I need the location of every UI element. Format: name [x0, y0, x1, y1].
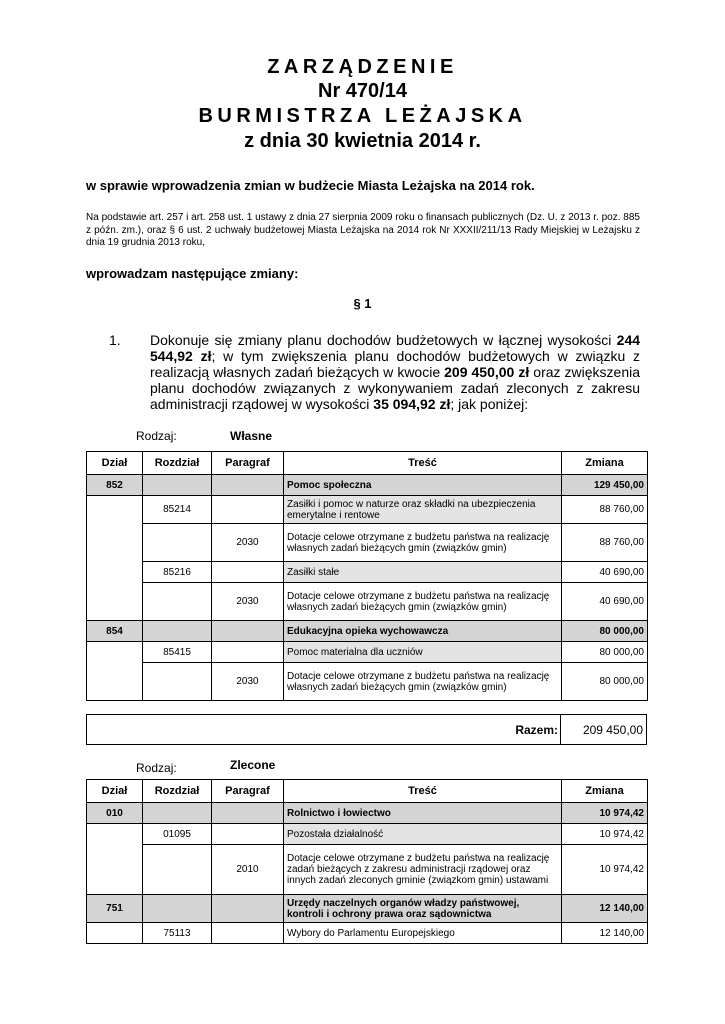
item-text-part: ; w tym zwiększenia planu dochodów budżetowych w związku z realizacją własnych zadań bieżących w kwocie [150, 348, 640, 380]
cell-paragraf: 2030 [212, 524, 284, 562]
cell-zmiana: 80 000,00 [562, 642, 648, 663]
cell-rozdzial [143, 663, 212, 701]
column-header-zmiana: Zmiana [562, 452, 648, 475]
cell-tresc: Dotacje celowe otrzymane z budżetu państwa na realizację własnych zadań bieżących gmin (związków gmin) [284, 583, 562, 621]
cell-tresc: Dotacje celowe otrzymane z budżetu państwa na realizację własnych zadań bieżących gmin (związków gmin) [284, 524, 562, 562]
column-header-paragraf: Paragraf [212, 780, 284, 803]
column-header-zmiana: Zmiana [562, 780, 648, 803]
legal-basis: Na podstawie art. 257 i art. 258 ust. 1 ustawy z dnia 27 sierpnia 2009 roku o finansach publicznych (Dz. U. z 2013 r. poz. 885 z późn. zm.), oraz § 6 ust. 2 uchwały budżetowej Miasta Leżajska na 2014 rok Nr XXXII/211/13 Rady Miejskiej w Leżajsku z dnia 19 grudnia 2013 roku, [86, 212, 640, 248]
cell-rozdzial: 85415 [143, 642, 212, 663]
column-header-dzial: Dział [87, 452, 143, 475]
column-header-rozdzial: Rozdział [143, 452, 212, 475]
cell-dzial [87, 496, 143, 621]
cell-paragraf: 2030 [212, 583, 284, 621]
total-box [86, 714, 647, 745]
cell-zmiana: 80 000,00 [562, 621, 648, 642]
cell-rozdzial [143, 845, 212, 895]
cell-zmiana: 88 760,00 [562, 496, 648, 524]
cell-zmiana: 12 140,00 [562, 895, 648, 923]
cell-rozdzial: 75113 [143, 923, 212, 944]
own-tasks-amount: 209 450,00 zł [444, 364, 530, 380]
cell-zmiana: 129 450,00 [562, 475, 648, 496]
document-title: ZARZĄDZENIE [267, 56, 458, 78]
table-row [87, 475, 648, 496]
document-subject: w sprawie wprowadzenia zmian w budżecie Miasta Leżajska na 2014 rok. [86, 178, 535, 193]
cell-dzial [87, 923, 143, 944]
cell-zmiana: 88 760,00 [562, 524, 648, 562]
cell-rozdzial [143, 475, 212, 496]
cell-tresc: Pomoc materialna dla uczniów [284, 642, 562, 663]
column-header-tresc: Treść [284, 452, 562, 475]
item-text [150, 332, 640, 412]
table-header-row [87, 452, 648, 475]
table-row [87, 562, 648, 583]
item-text-part: oraz zwiększenia planu dochodów związanych z wykonywaniem zadań zleconych z zakresu administracji rządowej w wysokości [150, 364, 641, 412]
type-value: Zlecone [230, 758, 276, 772]
cell-rozdzial [143, 621, 212, 642]
cell-dzial [87, 642, 143, 701]
table-row [87, 524, 648, 562]
document-number: Nr 470/14 [318, 80, 407, 102]
cell-dzial: 010 [87, 803, 143, 824]
cell-paragraf [212, 824, 284, 845]
cell-paragraf [212, 642, 284, 663]
cell-paragraf [212, 475, 284, 496]
cell-dzial: 751 [87, 895, 143, 923]
cell-rozdzial [143, 583, 212, 621]
item-text-part: ; jak poniżej: [450, 396, 529, 412]
cell-rozdzial: 85214 [143, 496, 212, 524]
cell-zmiana: 40 690,00 [562, 562, 648, 583]
total-value: 209 450,00 [582, 723, 643, 737]
cell-rozdzial [143, 803, 212, 824]
cell-dzial: 852 [87, 475, 143, 496]
cell-zmiana: 10 974,42 [562, 845, 648, 895]
document-date: z dnia 30 kwietnia 2014 r. [244, 130, 481, 152]
cell-tresc: Rolnictwo i łowiectwo [284, 803, 562, 824]
cell-rozdzial [143, 524, 212, 562]
budget-table-commissioned [86, 779, 648, 944]
cell-tresc: Dotacje celowe otrzymane z budżetu państwa na realizację zadań bieżących z zakresu administracji rządowej oraz innych zadań zleconych gminie (związkom gmin) ustawami [284, 845, 562, 895]
table-row [87, 583, 648, 621]
type-label: Rodzaj: [136, 761, 177, 775]
table-row [87, 895, 648, 923]
cell-rozdzial: 85216 [143, 562, 212, 583]
type-label: Rodzaj: [136, 429, 177, 443]
paragraph-heading: § 1 [353, 296, 372, 311]
total-divider [560, 715, 561, 744]
cell-paragraf [212, 923, 284, 944]
cell-zmiana: 10 974,42 [562, 803, 648, 824]
budget-table-own [86, 451, 648, 701]
cell-rozdzial: 01095 [143, 824, 212, 845]
cell-rozdzial [143, 895, 212, 923]
cell-tresc: Wybory do Parlamentu Europejskiego [284, 923, 562, 944]
total-label: Razem: [515, 723, 558, 737]
document-issuer: BURMISTRZA LEŻAJSKA [198, 105, 527, 127]
cell-zmiana: 12 140,00 [562, 923, 648, 944]
column-header-tresc: Treść [284, 780, 562, 803]
item-number: 1. [109, 332, 121, 348]
table-row [87, 845, 648, 895]
column-header-paragraf: Paragraf [212, 452, 284, 475]
cell-zmiana: 10 974,42 [562, 824, 648, 845]
cell-paragraf [212, 621, 284, 642]
type-value: Własne [230, 429, 273, 443]
cell-zmiana: 80 000,00 [562, 663, 648, 701]
cell-dzial: 854 [87, 621, 143, 642]
cell-tresc: Dotacje celowe otrzymane z budżetu państwa na realizację własnych zadań bieżących gmin (związków gmin) [284, 663, 562, 701]
cell-tresc: Urzędy naczelnych organów władzy państwowej, kontroli i ochrony prawa oraz sądownictwa [284, 895, 562, 923]
cell-paragraf [212, 562, 284, 583]
table-row [87, 824, 648, 845]
table-row [87, 803, 648, 824]
intro-statement: wprowadzam następujące zmiany: [86, 266, 299, 281]
cell-tresc: Zasiłki stałe [284, 562, 562, 583]
table-row [87, 496, 648, 524]
commissioned-tasks-amount: 35 094,92 zł [373, 396, 451, 412]
cell-paragraf [212, 803, 284, 824]
table-row [87, 923, 648, 944]
cell-paragraf [212, 895, 284, 923]
cell-paragraf [212, 496, 284, 524]
cell-tresc: Pozostała działalność [284, 824, 562, 845]
cell-paragraf: 2030 [212, 663, 284, 701]
cell-paragraf: 2010 [212, 845, 284, 895]
table-header-row [87, 780, 648, 803]
cell-dzial [87, 824, 143, 895]
cell-tresc: Zasiłki i pomoc w naturze oraz składki na ubezpieczenia emerytalne i rentowe [284, 496, 562, 524]
cell-tresc: Pomoc społeczna [284, 475, 562, 496]
column-header-rozdzial: Rozdział [143, 780, 212, 803]
column-header-dzial: Dział [87, 780, 143, 803]
table-row [87, 642, 648, 663]
table-row [87, 621, 648, 642]
table-row [87, 663, 648, 701]
total-amount: 244 544,92 zł [150, 332, 641, 364]
cell-zmiana: 40 690,00 [562, 583, 648, 621]
cell-tresc: Edukacyjna opieka wychowawcza [284, 621, 562, 642]
item-text-part: Dokonuje się zmiany planu dochodów budżetowych w łącznej wysokości [150, 332, 612, 348]
